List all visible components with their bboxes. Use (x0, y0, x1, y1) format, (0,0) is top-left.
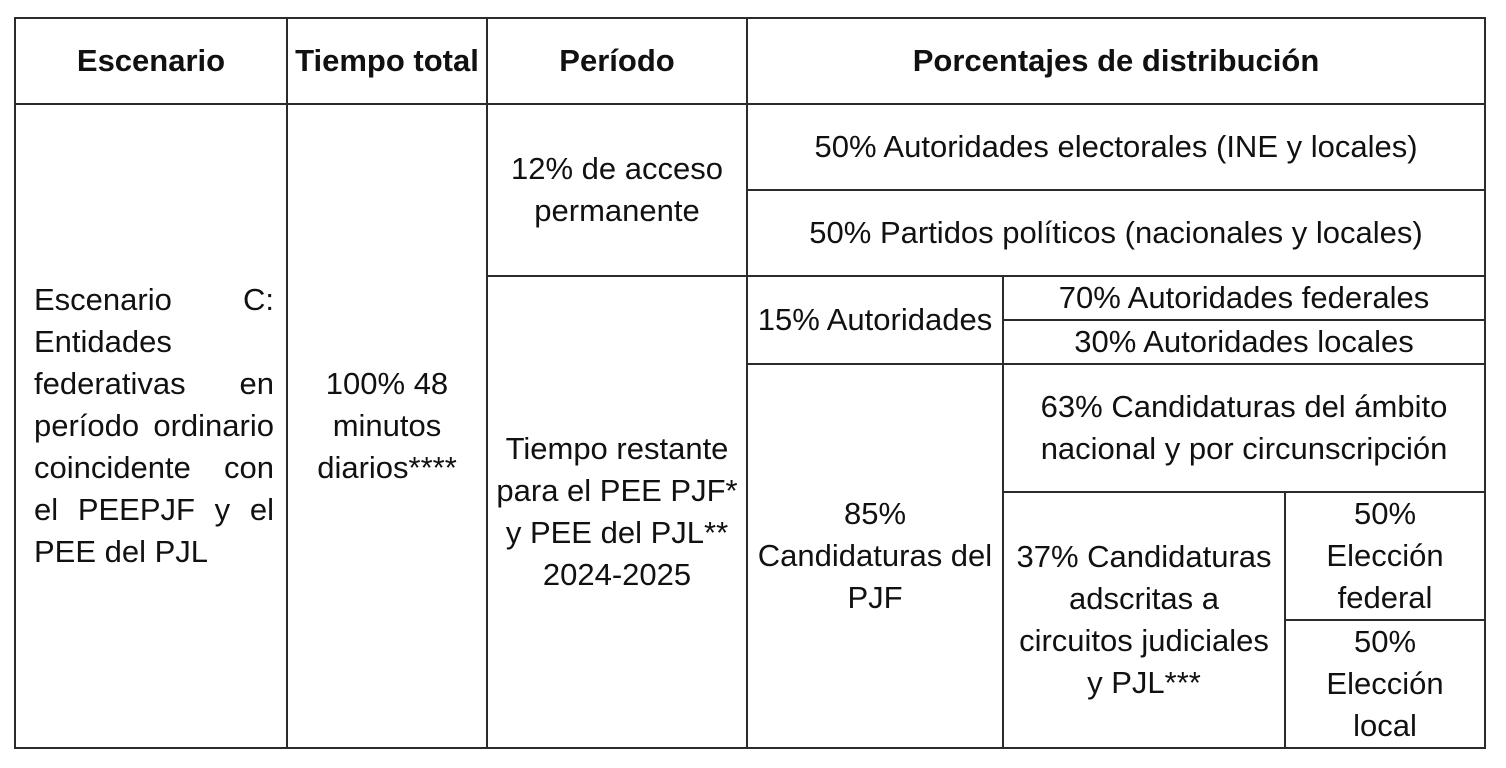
cell-autoridades-locales: 30% Autoridades locales (1003, 320, 1485, 364)
cell-eleccion-federal: 50% Elección federal (1285, 492, 1485, 620)
cell-eleccion-local: 50% Elección local (1285, 620, 1485, 748)
cell-candidaturas-circuitos: 37% Candidaturas adscritas a circuitos judiciales y PJL*** (1003, 492, 1285, 748)
table-header-row (15, 18, 1485, 104)
cell-candidaturas-85: 85% Candidaturas del PJF (747, 364, 1003, 748)
cell-autoridades-electorales: 50% Autoridades electorales (INE y locales) (747, 104, 1485, 190)
header-tiempo-total: Tiempo total (287, 18, 487, 104)
cell-tiempo-total: 100% 48 minutos diarios**** (287, 104, 487, 748)
distribution-table (14, 17, 1486, 749)
cell-autoridades-15: 15% Autoridades (747, 276, 1003, 364)
cell-autoridades-federales: 70% Autoridades federales (1003, 276, 1485, 320)
table-row (15, 104, 1485, 190)
cell-periodo-restante: Tiempo restante para el PEE PJF* y PEE del PJL** 2024-2025 (487, 276, 747, 748)
cell-candidaturas-nacional: 63% Candidaturas del ámbito nacional y por circunscripción (1003, 364, 1485, 492)
cell-partidos-politicos: 50% Partidos políticos (nacionales y locales) (747, 190, 1485, 276)
cell-escenario: Escenario C: Entidades federativas en período ordinario coincidente con el PEEPJF y el PEE del PJL (15, 104, 287, 748)
header-escenario: Escenario (15, 18, 287, 104)
header-porcentajes: Porcentajes de distribución (747, 18, 1485, 104)
header-periodo: Período (487, 18, 747, 104)
cell-periodo-permanente: 12% de acceso permanente (487, 104, 747, 276)
